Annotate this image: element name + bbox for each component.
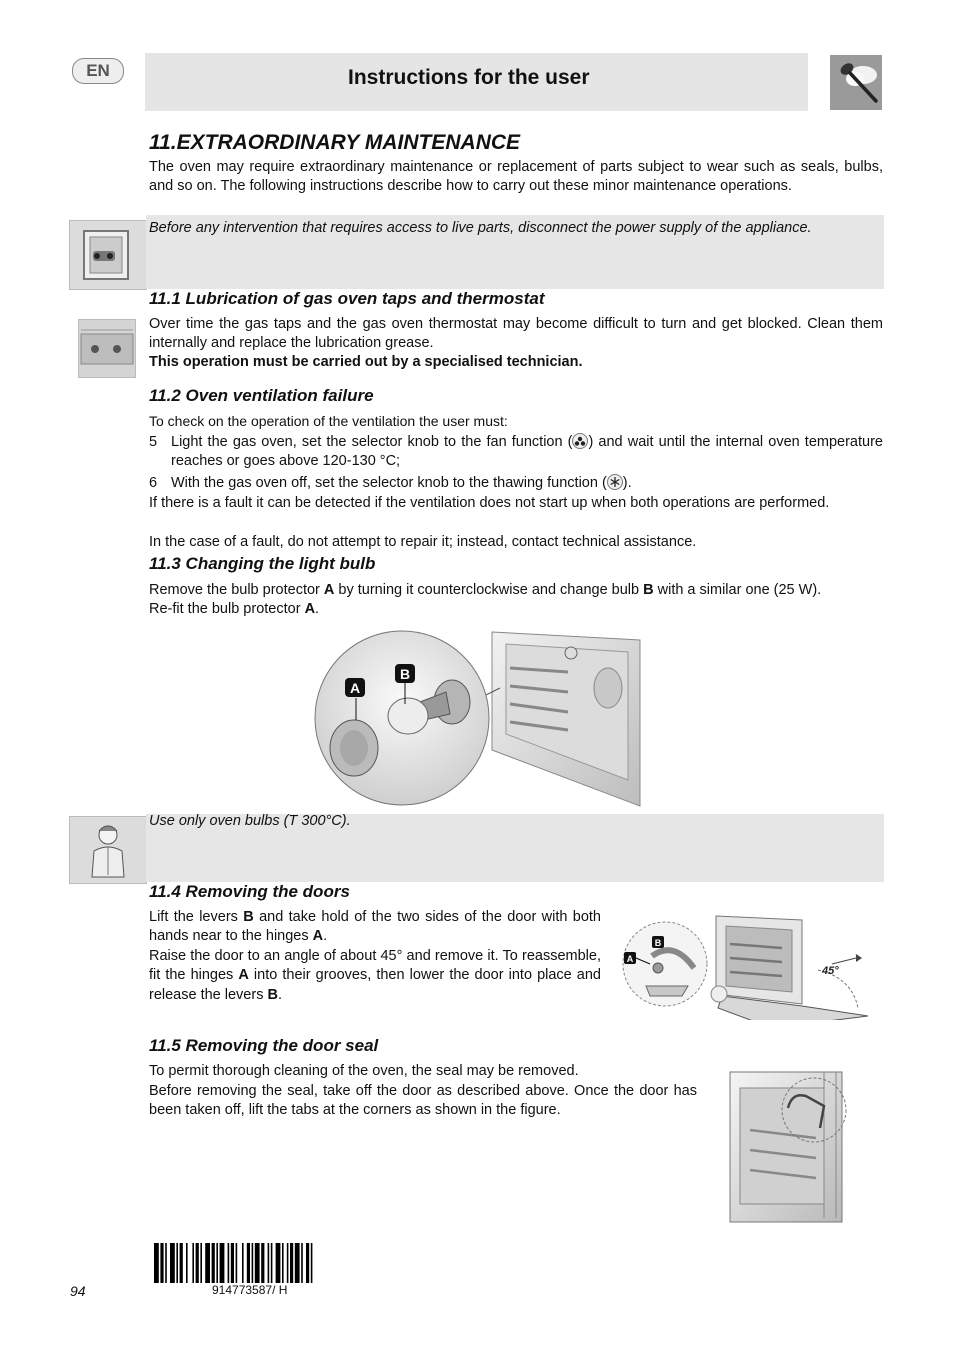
text-11-5-p2: Before removing the seal, take off the door as described above. Once the door has been taken off, lift the tabs at the corners as shown in the figure.	[149, 1083, 697, 1119]
door-seal-figure	[728, 1068, 852, 1224]
door-text-6: .	[277, 986, 282, 1003]
list-number-5: 5	[149, 434, 158, 450]
bulb-text-5: .	[315, 601, 320, 618]
oven-knobs-icon	[78, 319, 136, 378]
page-header-title: Instructions for the user	[348, 66, 590, 89]
heading-11-4: 11.4 Removing the doors	[149, 882, 350, 901]
page-number: 94	[70, 1283, 86, 1299]
door-removal-illustration	[622, 908, 870, 1020]
technician-note: This operation must be carried out by a specialised technician.	[149, 354, 583, 370]
section-title: 11.EXTRAORDINARY MAINTENANCE	[149, 131, 521, 154]
door-seal-illustration	[728, 1068, 852, 1224]
door-label-b: B	[243, 909, 254, 925]
bulb-text-1: Remove the bulb protector	[149, 582, 324, 598]
bulb-text-3: with a similar one (25 W).	[653, 582, 822, 598]
advice-text: In the case of a fault, do not attempt to repair it; instead, contact technical assistance.	[149, 534, 697, 550]
bulb-text-2: by turning it counterclockwise and change bulb	[334, 582, 644, 598]
text-11-1: Over time the gas taps and the gas oven thermostat may become difficult to turn and get blocked. Clean them internally and replace the lubrication grease.	[149, 316, 883, 352]
door-text-2: and take hold of the two sides of the door with both hands near to the hinges	[149, 909, 601, 945]
list-item-thaw	[171, 474, 883, 493]
door-text-4: Raise the door to an angle of about 45° and remove it. To reassemble, fit the hinges	[149, 947, 601, 984]
angle-label: 45°	[822, 965, 839, 977]
text-11-4	[149, 908, 601, 1005]
language-badge: EN	[72, 58, 124, 84]
power-socket-icon	[69, 220, 147, 290]
label-b-ref: B	[643, 582, 654, 598]
door-fig-label-a: A	[626, 954, 634, 964]
heading-11-3: 11.3 Changing the light bulb	[149, 554, 376, 573]
heading-11-2: 11.2 Oven ventilation failure	[149, 386, 374, 405]
figure-label-b: B	[399, 666, 411, 682]
fan-step-text-a: Light the gas oven, set the selector knob to the fan function (	[171, 434, 573, 450]
door-text-1: Lift the levers	[149, 909, 244, 925]
oven-lamp-figure	[310, 630, 642, 810]
door-text-5: into their grooves, then lower the door into place and release the levers	[149, 967, 602, 1003]
door-text-3: .	[323, 928, 328, 945]
warning-text: Before any intervention that requires access to live parts, disconnect the power supply of the appliance.	[149, 220, 812, 236]
thaw-step-text-a: With the gas oven off, set the selector knob to the thawing function (	[171, 475, 607, 491]
document-code: 914773587/ H	[212, 1283, 288, 1297]
text-11-2-lead: To check on the operation of the ventilation the user must:	[149, 413, 508, 429]
list-item-fan	[171, 433, 883, 472]
list-number-6: 6	[149, 475, 158, 491]
door-label-b-2: B	[267, 986, 278, 1003]
fan-step-text-b: ) and wait until the internal oven temperature reaches or goes above 120-130 °C;	[171, 434, 883, 470]
figure-label-a: A	[349, 680, 361, 696]
bulb-illustration	[310, 630, 642, 810]
technician-icon	[69, 816, 147, 884]
text-11-3	[149, 581, 883, 620]
chef-spoon-icon	[830, 55, 882, 110]
section-intro: The oven may require extraordinary maintenance or replacement of parts subject to wear such as seals, bulbs, and so on. The following instructions describe how to carry out these minor maintenance operations.	[149, 159, 883, 195]
text-11-5-p1: To permit thorough cleaning of the oven, the seal may be removed.	[149, 1063, 579, 1079]
heading-11-5: 11.5 Removing the door seal	[149, 1036, 379, 1055]
door-label-a-2: A	[238, 967, 249, 984]
barcode	[154, 1243, 361, 1283]
thawing-function-icon	[607, 474, 623, 490]
door-hinge-figure	[622, 908, 870, 1020]
fan-function-icon	[572, 433, 588, 449]
door-fig-label-b: B	[654, 938, 662, 948]
bulb-note-text: Use only oven bulbs (T 300°C).	[149, 813, 351, 829]
fault-text: If there is a fault it can be detected if the ventilation does not start up when both operations are performed.	[149, 495, 830, 511]
label-a-ref-2: A	[304, 601, 316, 618]
label-a-ref: A	[323, 582, 335, 598]
bulb-text-4: Re-fit the bulb protector	[149, 601, 305, 618]
heading-11-1: 11.1 Lubrication of gas oven taps and thermostat	[149, 289, 545, 308]
door-label-a: A	[312, 928, 324, 945]
thaw-step-text-b: ).	[622, 475, 632, 491]
